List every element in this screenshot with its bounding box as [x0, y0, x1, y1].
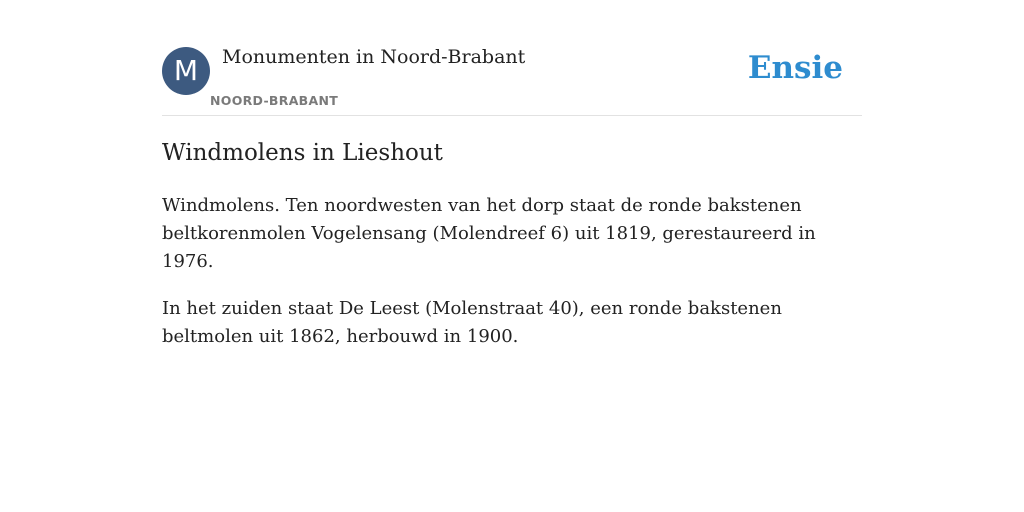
article-paragraph: Windmolens. Ten noordwesten van het dorp staat de ronde bakstenen beltkorenmolen Vogelensang (Molendreef 6) uit 1819, gerestaureerd in 1976. — [162, 195, 816, 272]
article-paragraph: In het zuiden staat De Leest (Molenstraat 40), een ronde bakstenen beltmolen uit 1862, herbouwd in 1900. — [162, 298, 782, 347]
avatar[interactable]: M — [162, 47, 210, 95]
region-label[interactable]: NOORD-BRABANT — [210, 93, 339, 108]
page-container — [162, 0, 862, 347]
article-body — [162, 192, 862, 370]
article-title: Windmolens in Lieshout — [162, 140, 443, 166]
brand-logo[interactable]: Ensie — [747, 50, 843, 86]
collection-title[interactable]: Monumenten in Noord-Brabant — [222, 46, 526, 68]
header — [162, 0, 862, 116]
